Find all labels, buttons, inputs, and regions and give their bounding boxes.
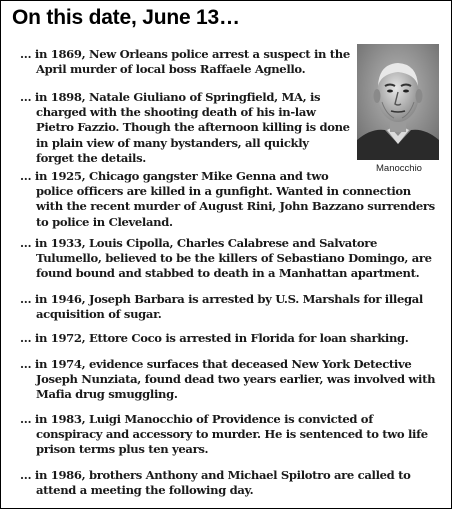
timeline-entry	[20, 468, 410, 498]
entry-line: found bound and stabbed to death in a Manhattan apartment.	[36, 266, 420, 281]
entry-text	[20, 169, 435, 230]
timeline-entry	[20, 357, 435, 403]
entry-text	[20, 47, 350, 77]
entry-line: Joseph Nunziata, found dead two years earlier, was involved with	[36, 372, 436, 387]
timeline-entry	[20, 47, 350, 77]
entry-line: … in 1869, New Orleans police arrest a suspect in the	[20, 47, 350, 61]
entry-text	[20, 468, 410, 498]
page-title: On this date, June 13…	[12, 6, 240, 29]
timeline-entry	[20, 331, 408, 346]
entry-line: Mafia drug smuggling.	[36, 387, 178, 402]
entry-line: … in 1972, Ettore Coco is arrested in Florida for loan sharking.	[20, 331, 409, 345]
timeline-entry	[20, 90, 350, 166]
entry-text	[20, 331, 408, 346]
timeline-entry	[20, 412, 428, 458]
entry-line: … in 1974, evidence surfaces that deceased New York Detective	[20, 357, 412, 371]
entry-line: … in 1983, Luigi Manocchio of Providence is convicted of	[20, 412, 373, 426]
portrait-image	[357, 44, 439, 160]
entry-text	[20, 412, 428, 458]
entry-line: attend a meeting the following day.	[36, 483, 254, 498]
entry-line: prison terms plus ten years.	[36, 442, 209, 457]
entry-text	[20, 292, 423, 322]
entry-line: … in 1933, Louis Cipolla, Charles Calabrese and Salvatore	[20, 236, 378, 250]
entry-line: Pietro Fazzio. Though the afternoon killing is done	[36, 120, 350, 135]
entry-line: in plain view of many bystanders, all quickly	[36, 135, 309, 150]
entry-text	[20, 236, 432, 282]
entry-line: April murder of local boss Raffaele Agnello.	[36, 62, 306, 77]
entry-line: … in 1986, brothers Anthony and Michael Spilotro are called to	[20, 468, 411, 482]
entry-line: police officers are killed in a gunfight. Wanted in connection	[36, 184, 411, 199]
timeline-entry	[20, 236, 432, 282]
timeline-entry	[20, 292, 423, 322]
timeline-entry	[20, 169, 435, 230]
entry-line: Tulumello, believed to be the killers of Sebastiano Domingo, are	[36, 251, 432, 266]
photo-caption: Manocchio	[376, 163, 422, 174]
entry-line: conspiracy and accessory to murder. He is sentenced to two life	[36, 427, 428, 442]
entry-text	[20, 90, 350, 166]
entry-line: … in 1898, Natale Giuliano of Springfield, MA, is	[20, 90, 321, 104]
entry-line: charged with the shooting death of his in-law	[36, 105, 316, 120]
portrait-photo	[357, 44, 439, 160]
entry-line: with the recent murder of August Rini, John Bazzano surrenders	[36, 199, 435, 214]
entry-line: … in 1946, Joseph Barbara is arrested by U.S. Marshals for illegal	[20, 292, 423, 306]
entry-text	[20, 357, 435, 403]
entry-line: to police in Cleveland.	[36, 214, 173, 229]
entry-line: … in 1925, Chicago gangster Mike Genna and two	[20, 169, 329, 183]
entry-line: acquisition of sugar.	[36, 307, 162, 322]
entry-line: forget the details.	[36, 150, 146, 165]
